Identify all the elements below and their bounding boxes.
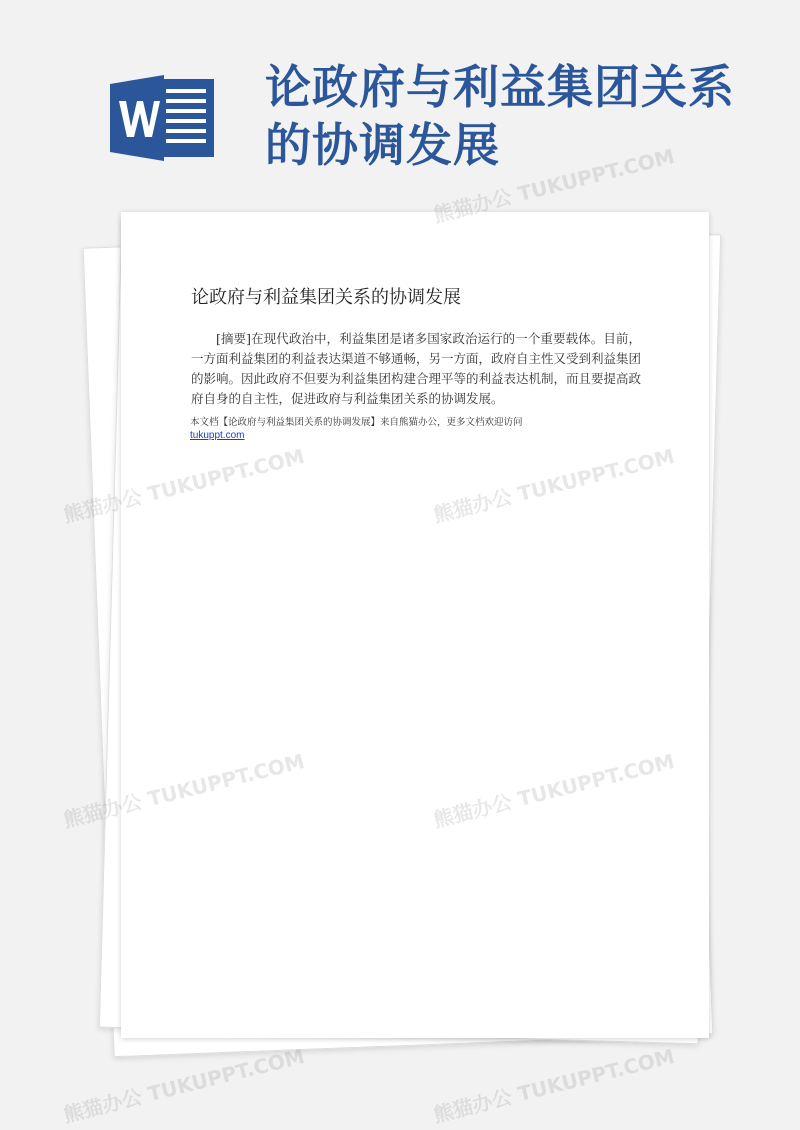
watermark: 熊猫办公 TUKUPPT.COM bbox=[60, 1044, 307, 1128]
watermark: 熊猫办公 TUKUPPT.COM bbox=[430, 1044, 677, 1128]
watermark: 熊猫办公 bbox=[60, 789, 145, 833]
word-document-icon bbox=[110, 75, 214, 161]
header-title: 论政府与利益集团关系的协调发展 bbox=[265, 60, 735, 172]
document-title: 论政府与利益集团关系的协调发展 bbox=[191, 287, 461, 308]
source-link[interactable]: tukuppt.com bbox=[190, 430, 245, 441]
source-note: 本文档【论政府与利益集团关系的协调发展】来自熊猫办公，更多文档欢迎访问 bbox=[190, 417, 523, 428]
watermark: 熊猫办公 TUKUPPT.COM bbox=[430, 144, 677, 228]
document-abstract: [摘要]在现代政治中，利益集团是诸多国家政治运行的一个重要载体。目前，一方面利益集团的利益表达渠道不够通畅，另一方面，政府自主性又受到利益集团的影响。因此政府不但要为利益集团构建合理平等的利益表达机制，而且要提高政府自身的自主性，促进政府与利益集团关系的协调发展。 bbox=[191, 331, 642, 406]
document-page bbox=[121, 212, 709, 1038]
